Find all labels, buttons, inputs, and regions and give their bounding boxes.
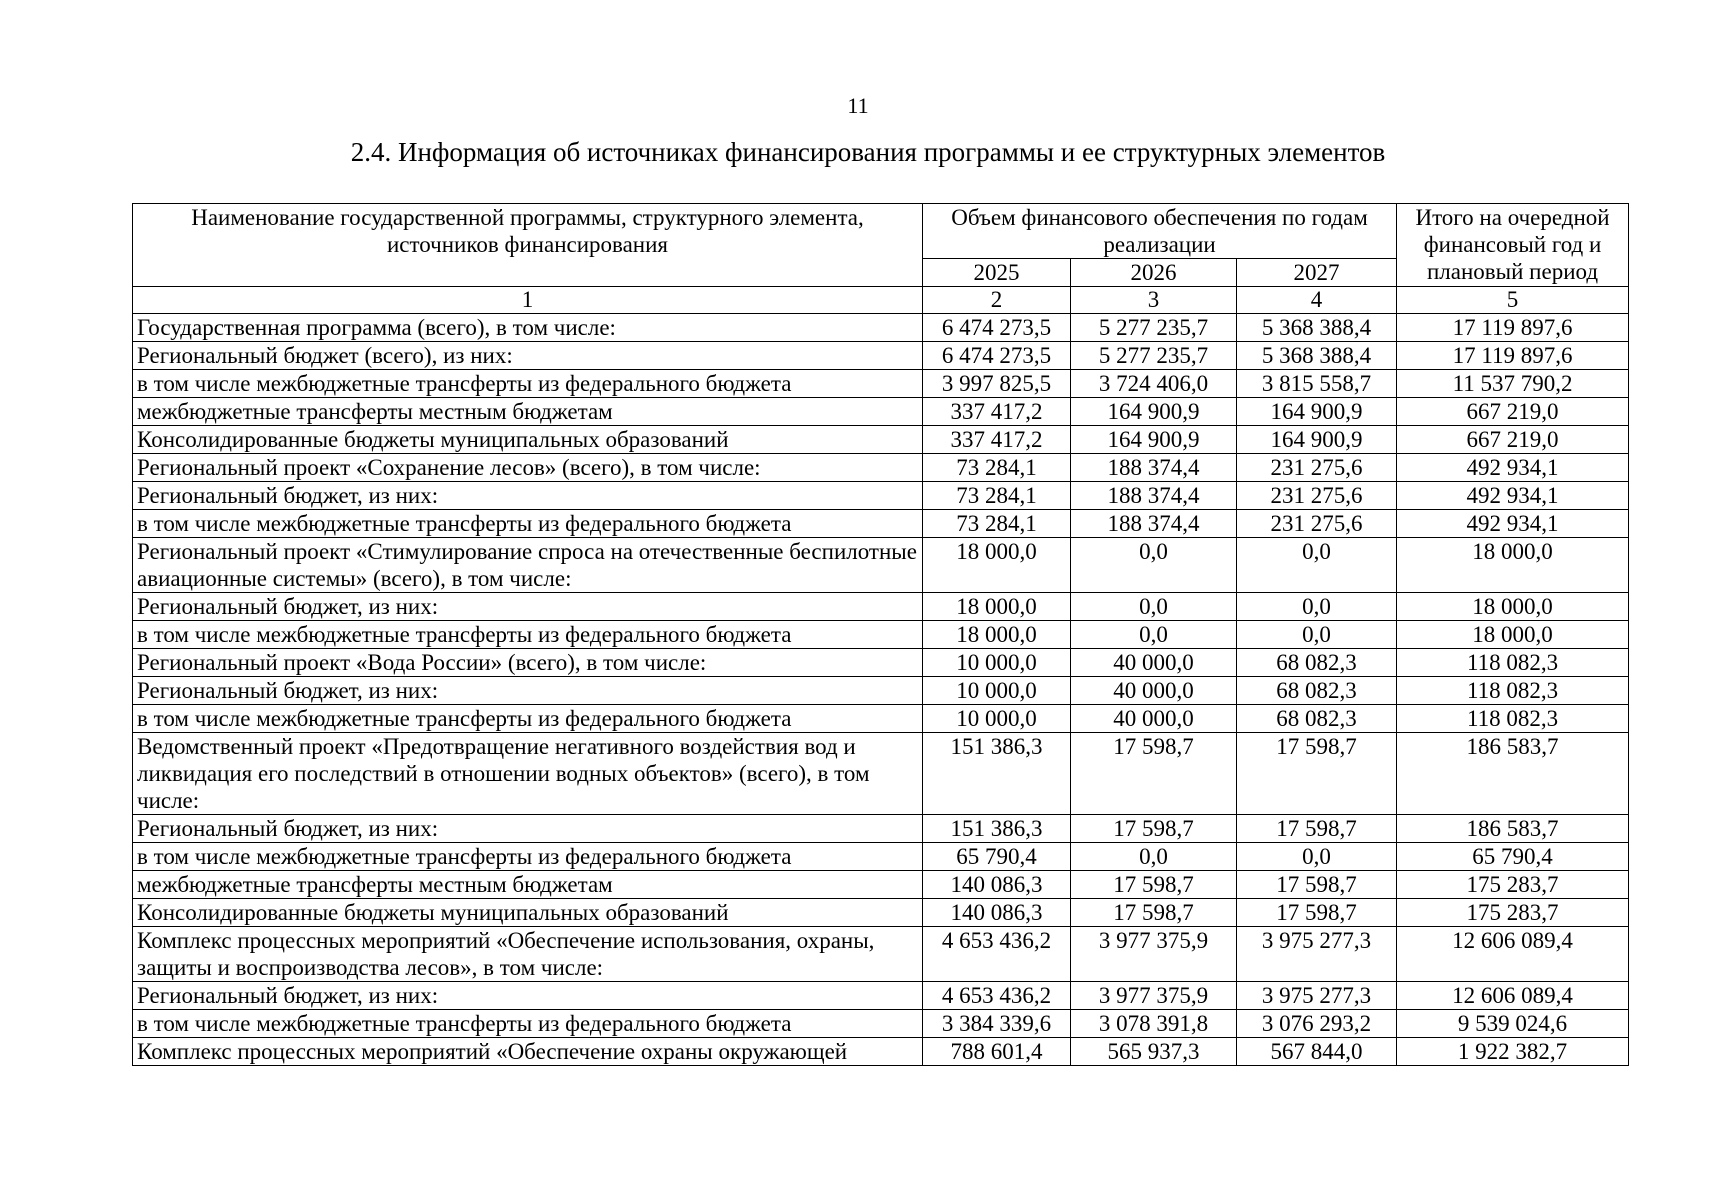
total-cell: 9 539 024,6 — [1397, 1010, 1629, 1038]
value-2026-cell: 565 937,3 — [1071, 1038, 1237, 1066]
value-2025-cell: 65 790,4 — [923, 843, 1071, 871]
row-name-cell: Региональный бюджет, из них: — [133, 593, 923, 621]
total-cell: 492 934,1 — [1397, 454, 1629, 482]
table-body — [133, 314, 1629, 1066]
table-row — [133, 982, 1629, 1010]
table-row — [133, 538, 1629, 593]
value-2025-cell: 140 086,3 — [923, 899, 1071, 927]
value-2025-cell: 337 417,2 — [923, 398, 1071, 426]
total-cell: 18 000,0 — [1397, 621, 1629, 649]
value-2025-cell: 4 653 436,2 — [923, 982, 1071, 1010]
value-2027-cell: 3 815 558,7 — [1237, 370, 1397, 398]
value-2025-cell: 151 386,3 — [923, 733, 1071, 815]
value-2025-cell: 73 284,1 — [923, 510, 1071, 538]
value-2027-cell: 17 598,7 — [1237, 871, 1397, 899]
total-cell: 118 082,3 — [1397, 705, 1629, 733]
value-2025-cell: 18 000,0 — [923, 621, 1071, 649]
value-2027-cell: 17 598,7 — [1237, 899, 1397, 927]
value-2026-cell: 17 598,7 — [1071, 899, 1237, 927]
table-row — [133, 621, 1629, 649]
value-2025-cell: 73 284,1 — [923, 454, 1071, 482]
total-cell: 17 119 897,6 — [1397, 314, 1629, 342]
value-2026-cell: 40 000,0 — [1071, 677, 1237, 705]
value-2026-cell: 40 000,0 — [1071, 705, 1237, 733]
table-row — [133, 649, 1629, 677]
value-2026-cell: 40 000,0 — [1071, 649, 1237, 677]
row-name-cell: в том числе межбюджетные трансферты из федерального бюджета — [133, 843, 923, 871]
column-number: 5 — [1397, 287, 1629, 314]
total-cell: 65 790,4 — [1397, 843, 1629, 871]
row-name-cell: межбюджетные трансферты местным бюджетам — [133, 398, 923, 426]
table-row — [133, 426, 1629, 454]
value-2027-cell: 3 975 277,3 — [1237, 982, 1397, 1010]
value-2027-cell: 3 975 277,3 — [1237, 927, 1397, 982]
value-2027-cell: 0,0 — [1237, 843, 1397, 871]
value-2027-cell: 0,0 — [1237, 593, 1397, 621]
table-row — [133, 677, 1629, 705]
value-2027-cell: 231 275,6 — [1237, 454, 1397, 482]
table-row — [133, 843, 1629, 871]
header-year-2027: 2027 — [1237, 259, 1397, 287]
total-cell: 118 082,3 — [1397, 649, 1629, 677]
row-name-cell: Региональный бюджет (всего), из них: — [133, 342, 923, 370]
row-name-cell: Комплекс процессных мероприятий «Обеспечение охраны окружающей — [133, 1038, 923, 1066]
row-name-cell: Региональный проект «Сохранение лесов» (всего), в том числе: — [133, 454, 923, 482]
value-2025-cell: 3 384 339,6 — [923, 1010, 1071, 1038]
row-name-cell: в том числе межбюджетные трансферты из федерального бюджета — [133, 705, 923, 733]
value-2027-cell: 5 368 388,4 — [1237, 342, 1397, 370]
total-cell: 1 922 382,7 — [1397, 1038, 1629, 1066]
table-row — [133, 705, 1629, 733]
total-cell: 492 934,1 — [1397, 510, 1629, 538]
value-2027-cell: 164 900,9 — [1237, 426, 1397, 454]
table-row — [133, 510, 1629, 538]
table-row — [133, 454, 1629, 482]
total-cell: 12 606 089,4 — [1397, 982, 1629, 1010]
table-row — [133, 1038, 1629, 1066]
section-title: 2.4. Информация об источниках финансирования программы и ее структурных элементов — [350, 137, 1386, 167]
value-2025-cell: 18 000,0 — [923, 538, 1071, 593]
header-total-col: Итого на очередной финансовый год и плановый период — [1397, 204, 1629, 287]
total-cell: 12 606 089,4 — [1397, 927, 1629, 982]
total-cell: 18 000,0 — [1397, 538, 1629, 593]
total-cell: 186 583,7 — [1397, 815, 1629, 843]
row-name-cell: Региональный бюджет, из них: — [133, 982, 923, 1010]
row-name-cell: Региональный бюджет, из них: — [133, 815, 923, 843]
total-cell: 186 583,7 — [1397, 733, 1629, 815]
value-2026-cell: 5 277 235,7 — [1071, 314, 1237, 342]
value-2025-cell: 6 474 273,5 — [923, 314, 1071, 342]
value-2025-cell: 151 386,3 — [923, 815, 1071, 843]
value-2026-cell: 3 977 375,9 — [1071, 982, 1237, 1010]
column-number: 3 — [1071, 287, 1237, 314]
header-volume-col: Объем финансового обеспечения по годам реализации — [923, 204, 1397, 259]
value-2025-cell: 4 653 436,2 — [923, 927, 1071, 982]
table-row — [133, 1010, 1629, 1038]
row-name-cell: Консолидированные бюджеты муниципальных образований — [133, 899, 923, 927]
value-2027-cell: 5 368 388,4 — [1237, 314, 1397, 342]
table-row — [133, 927, 1629, 982]
value-2027-cell: 231 275,6 — [1237, 510, 1397, 538]
value-2026-cell: 17 598,7 — [1071, 815, 1237, 843]
value-2027-cell: 68 082,3 — [1237, 705, 1397, 733]
total-cell: 11 537 790,2 — [1397, 370, 1629, 398]
value-2027-cell: 68 082,3 — [1237, 677, 1397, 705]
table-row — [133, 342, 1629, 370]
value-2026-cell: 17 598,7 — [1071, 733, 1237, 815]
value-2026-cell: 188 374,4 — [1071, 510, 1237, 538]
total-cell: 18 000,0 — [1397, 593, 1629, 621]
value-2026-cell: 17 598,7 — [1071, 871, 1237, 899]
financing-table — [132, 203, 1629, 1066]
value-2025-cell: 10 000,0 — [923, 677, 1071, 705]
header-name-col: Наименование государственной программы, структурного элемента, источников финансирования — [133, 204, 923, 287]
value-2026-cell: 164 900,9 — [1071, 426, 1237, 454]
total-cell: 667 219,0 — [1397, 426, 1629, 454]
table-row — [133, 871, 1629, 899]
value-2027-cell: 17 598,7 — [1237, 815, 1397, 843]
column-number: 4 — [1237, 287, 1397, 314]
table-row — [133, 398, 1629, 426]
value-2026-cell: 188 374,4 — [1071, 482, 1237, 510]
value-2026-cell: 0,0 — [1071, 593, 1237, 621]
row-name-cell: в том числе межбюджетные трансферты из федерального бюджета — [133, 370, 923, 398]
table-row — [133, 482, 1629, 510]
total-cell: 118 082,3 — [1397, 677, 1629, 705]
row-name-cell: в том числе межбюджетные трансферты из федерального бюджета — [133, 621, 923, 649]
table-row — [133, 370, 1629, 398]
page-number: 11 — [847, 93, 869, 118]
table-row — [133, 899, 1629, 927]
table-row — [133, 593, 1629, 621]
value-2025-cell: 10 000,0 — [923, 649, 1071, 677]
value-2025-cell: 3 997 825,5 — [923, 370, 1071, 398]
total-cell: 175 283,7 — [1397, 871, 1629, 899]
value-2026-cell: 3 977 375,9 — [1071, 927, 1237, 982]
value-2027-cell: 0,0 — [1237, 621, 1397, 649]
row-name-cell: Консолидированные бюджеты муниципальных образований — [133, 426, 923, 454]
total-cell: 667 219,0 — [1397, 398, 1629, 426]
table-row — [133, 815, 1629, 843]
value-2027-cell: 231 275,6 — [1237, 482, 1397, 510]
value-2026-cell: 0,0 — [1071, 843, 1237, 871]
value-2025-cell: 10 000,0 — [923, 705, 1071, 733]
row-name-cell: Региональный проект «Стимулирование спроса на отечественные беспилотные авиационные системы» (всего), в том числе: — [133, 538, 923, 593]
header-year-2025: 2025 — [923, 259, 1071, 287]
row-name-cell: Государственная программа (всего), в том числе: — [133, 314, 923, 342]
value-2027-cell: 0,0 — [1237, 538, 1397, 593]
table-row — [133, 314, 1629, 342]
value-2026-cell: 3 078 391,8 — [1071, 1010, 1237, 1038]
value-2027-cell: 17 598,7 — [1237, 733, 1397, 815]
value-2026-cell: 3 724 406,0 — [1071, 370, 1237, 398]
value-2026-cell: 0,0 — [1071, 538, 1237, 593]
value-2027-cell: 68 082,3 — [1237, 649, 1397, 677]
total-cell: 175 283,7 — [1397, 899, 1629, 927]
value-2025-cell: 788 601,4 — [923, 1038, 1071, 1066]
value-2026-cell: 188 374,4 — [1071, 454, 1237, 482]
total-cell: 492 934,1 — [1397, 482, 1629, 510]
row-name-cell: Региональный проект «Вода России» (всего), в том числе: — [133, 649, 923, 677]
row-name-cell: Региональный бюджет, из них: — [133, 482, 923, 510]
header-year-2026: 2026 — [1071, 259, 1237, 287]
value-2025-cell: 18 000,0 — [923, 593, 1071, 621]
row-name-cell: Комплекс процессных мероприятий «Обеспечение использования, охраны, защиты и воспроизводства лесов», в том числе: — [133, 927, 923, 982]
value-2026-cell: 164 900,9 — [1071, 398, 1237, 426]
table-row — [133, 733, 1629, 815]
value-2026-cell: 5 277 235,7 — [1071, 342, 1237, 370]
value-2025-cell: 73 284,1 — [923, 482, 1071, 510]
value-2026-cell: 0,0 — [1071, 621, 1237, 649]
value-2027-cell: 567 844,0 — [1237, 1038, 1397, 1066]
value-2025-cell: 337 417,2 — [923, 426, 1071, 454]
row-name-cell: Ведомственный проект «Предотвращение негативного воздействия вод и ликвидация его последствий в отношении водных объектов» (всего), в том числе: — [133, 733, 923, 815]
column-number: 1 — [133, 287, 923, 314]
value-2025-cell: 140 086,3 — [923, 871, 1071, 899]
row-name-cell: Региональный бюджет, из них: — [133, 677, 923, 705]
value-2025-cell: 6 474 273,5 — [923, 342, 1071, 370]
value-2027-cell: 164 900,9 — [1237, 398, 1397, 426]
row-name-cell: в том числе межбюджетные трансферты из федерального бюджета — [133, 1010, 923, 1038]
column-number: 2 — [923, 287, 1071, 314]
value-2027-cell: 3 076 293,2 — [1237, 1010, 1397, 1038]
row-name-cell: в том числе межбюджетные трансферты из федерального бюджета — [133, 510, 923, 538]
row-name-cell: межбюджетные трансферты местным бюджетам — [133, 871, 923, 899]
total-cell: 17 119 897,6 — [1397, 342, 1629, 370]
